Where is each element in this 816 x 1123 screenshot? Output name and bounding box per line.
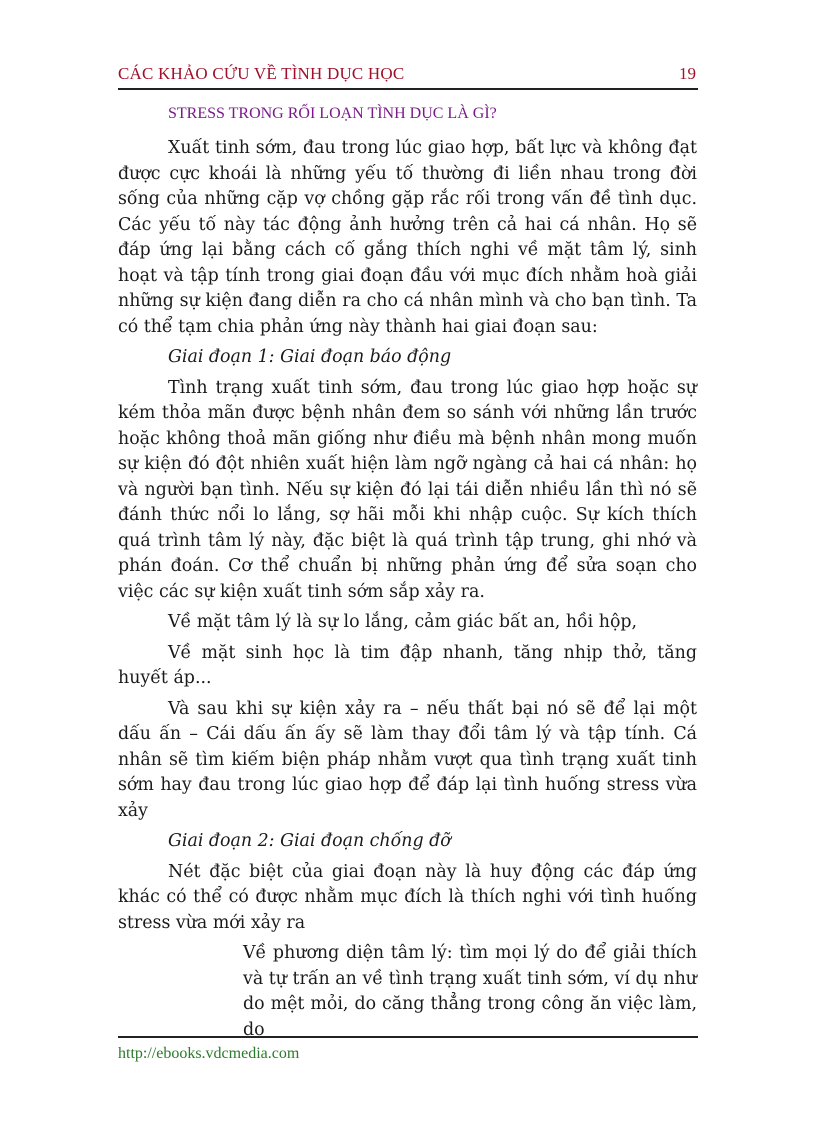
- page-number: 19: [679, 64, 696, 83]
- footer-divider: [118, 1036, 698, 1038]
- paragraph-psychological-aspect: Về phương diện tâm lý: tìm mọi lý do để giải thích và tự trấn an về tình trạng xuất tinh sớm, ví dụ như do mệt mỏi, do căng thẳng trong công ăn việc làm, do: [243, 943, 697, 1040]
- paragraph-psychological: Về mặt tâm lý là sự lo lắng, cảm giác bất an, hồi hộp,: [168, 612, 638, 632]
- paragraph-biological: Về mặt sinh học là tim đập nhanh, tăng nhịp thở, tăng huyết áp...: [118, 642, 697, 688]
- paragraph-stage-1: Tình trạng xuất tinh sớm, đau trong lúc giao hợp hoặc sự kém thỏa mãn được bệnh nhân đem so sánh với những lần trước hoặc không thoả mãn giống như điều mà bệnh nhân mong muốn sự kiện đó đột nhiên xuất hiện làm ngỡ ngàng cả hai cá nhân: họ và người bạn tình. Nếu sự kiện đó lại tái diễn nhiều lần thì nó sẽ đánh thức nổi lo lắng, sợ hãi mỗi khi nhập cuộc. Sự kích thích quá trình tâm lý này, đặc biệt là quá trình tập trung, ghi nhớ và phán đoán. Cơ thể chuẩn bị những phản ứng để sửa soạn cho việc các sự kiện xuất tinh sớm sắp xảy ra.: [118, 377, 697, 602]
- paragraph-aftermath: Và sau khi sự kiện xảy ra – nếu thất bại nó sẽ để lại một dấu ấn – Cái dấu ấn ấy sẽ làm thay đổi tâm lý và tập tính. Cá nhân sẽ tìm kiếm biện pháp nhằm vượt qua tình trạng xuất tinh sớm hay đau trong lúc giao hợp để đáp lại tình huống stress vừa xảy: [118, 698, 697, 821]
- subheading-stage-2: Giai đoạn 2: Giai đoạn chống đỡ: [168, 831, 451, 851]
- running-title: CÁC KHẢO CỨU VỀ TÌNH DỤC HỌC: [118, 64, 405, 83]
- section-heading: STRESS TRONG RỐI LOẠN TÌNH DỤC LÀ GÌ?: [168, 105, 497, 122]
- paragraph-stage-2: Nét đặc biệt của giai đoạn này là huy động các đáp ứng khác có thể có được nhằm mục đích là thích nghi với tình huống stress vừa mới xảy ra: [118, 861, 697, 933]
- footer-link[interactable]: http://ebooks.vdcmedia.com: [118, 1045, 300, 1062]
- body-text: [118, 136, 697, 1048]
- paragraph-intro: Xuất tinh sớm, đau trong lúc giao hợp, bất lực và không đạt được cực khoái là những yếu tố thường đi liền nhau trong đời sống của những cặp vợ chồng gặp rắc rối trong vấn đề tình dục. Các yếu tố này tác động ảnh hưởng trên cả hai cá nhân. Họ sẽ đáp ứng lại bằng cách cố gắng thích nghi về mặt tâm lý, sinh hoạt và tập tính trong giai đoạn đầu với mục đích nhằm hoà giải những sự kiện đang diễn ra cho cá nhân mình và cho bạn tình. Ta có thể tạm chia phản ứng này thành hai giai đoạn sau:: [118, 138, 697, 337]
- subheading-stage-1: Giai đoạn 1: Giai đoạn báo động: [168, 347, 452, 367]
- page-header: [118, 60, 698, 90]
